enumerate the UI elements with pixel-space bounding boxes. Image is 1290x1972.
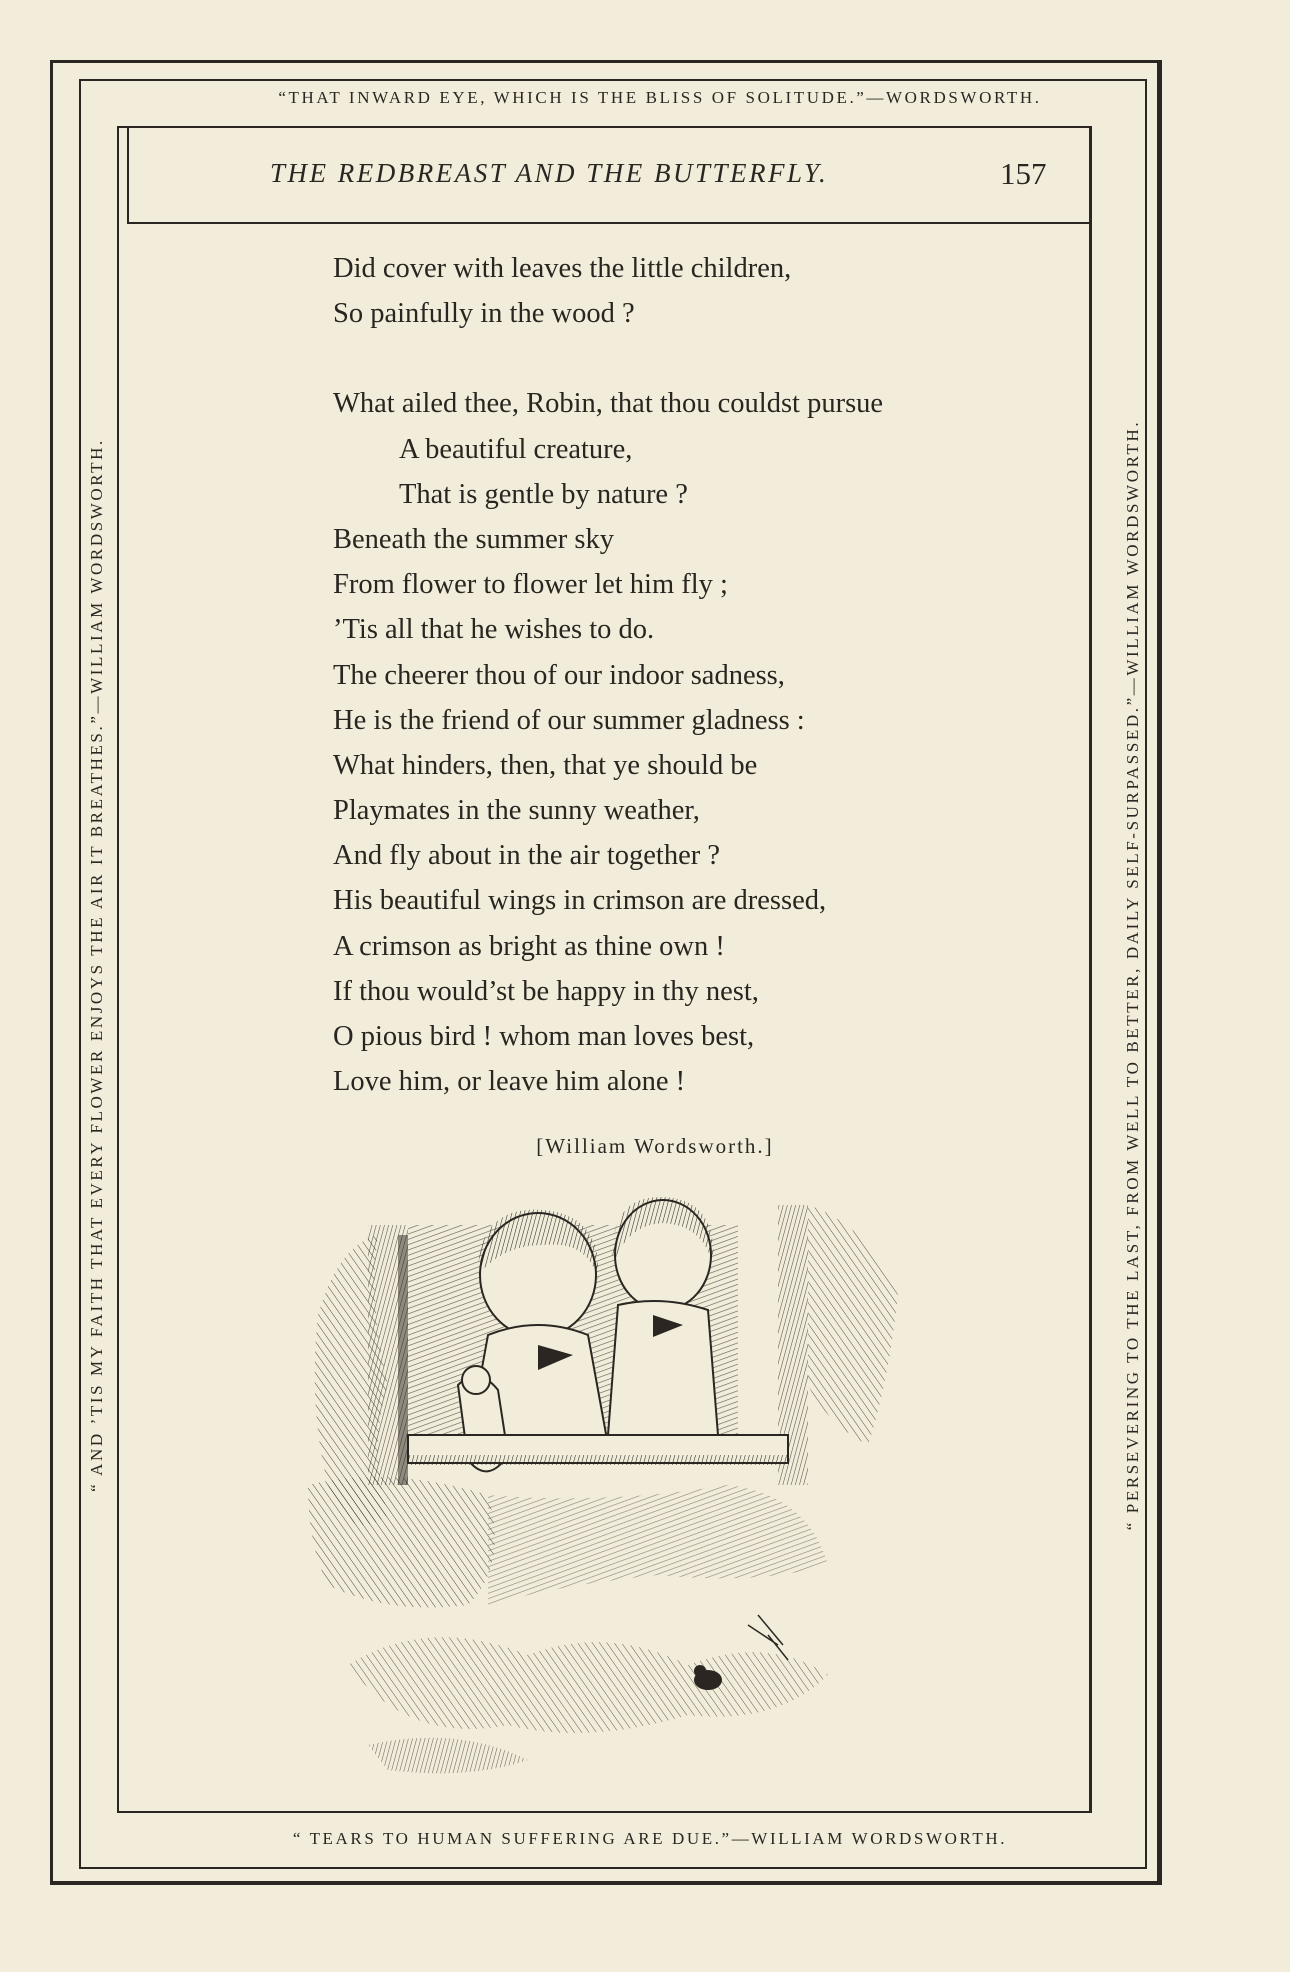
poem-line: His beautiful wings in crimson are dressed,	[333, 885, 827, 917]
border-quote-left: “ AND ’TIS MY FAITH THAT EVERY FLOWER ENJOYS THE AIR IT BREATHES.”—WILLIAM WORDSWORTH.	[87, 438, 106, 1492]
running-head: THE REDBREAST AND THE BUTTERFLY.	[270, 158, 829, 188]
poem-line: And fly about in the air together ?	[333, 840, 721, 872]
poem-line: If thou would’st be happy in thy nest,	[333, 975, 759, 1007]
poem-line: From flower to flower let him fly ;	[333, 569, 728, 601]
poem-body	[333, 246, 1093, 1104]
header-side-rule	[127, 126, 129, 222]
poem-line: A beautiful creature,	[399, 433, 633, 465]
poem-line: Beneath the summer sky	[333, 523, 614, 555]
poem-line: That is gentle by nature ?	[399, 478, 688, 510]
poem-line: A crimson as bright as thine own !	[333, 930, 725, 962]
poem-line: He is the friend of our summer gladness :	[333, 704, 805, 736]
poem-line: The cheerer thou of our indoor sadness,	[333, 659, 785, 691]
poem-line: What hinders, then, that ye should be	[333, 749, 758, 781]
poem-attribution: [William Wordsworth.]	[536, 1134, 774, 1158]
poem-line: So painfully in the wood ?	[333, 298, 635, 330]
poem-line: ’Tis all that he wishes to do.	[333, 614, 655, 646]
border-quote-top: “THAT INWARD EYE, WHICH IS THE BLISS OF SOLITUDE.”—WORDSWORTH.	[278, 88, 1042, 107]
border-quote-right: “ PERSEVERING TO THE LAST, FROM WELL TO BETTER, DAILY SELF-SURPASSED.”—WILLIAM WORDSWORTH.	[1123, 419, 1142, 1531]
engraving-two-children-at-window	[308, 1185, 908, 1785]
stanza-gap	[333, 336, 1093, 381]
poem-line: Love him, or leave him alone !	[333, 1066, 686, 1098]
header-rule	[127, 222, 1091, 224]
poem-line: Playmates in the sunny weather,	[333, 795, 700, 827]
border-quote-bottom: “ TEARS TO HUMAN SUFFERING ARE DUE.”—WILLIAM WORDSWORTH.	[292, 1829, 1008, 1848]
page-number: 157	[1000, 156, 1047, 191]
poem-line: O pious bird ! whom man loves best,	[333, 1021, 755, 1052]
poem-line: Did cover with leaves the little children,	[333, 253, 792, 284]
poem-line: What ailed thee, Robin, that thou couldst pursue	[333, 388, 884, 420]
